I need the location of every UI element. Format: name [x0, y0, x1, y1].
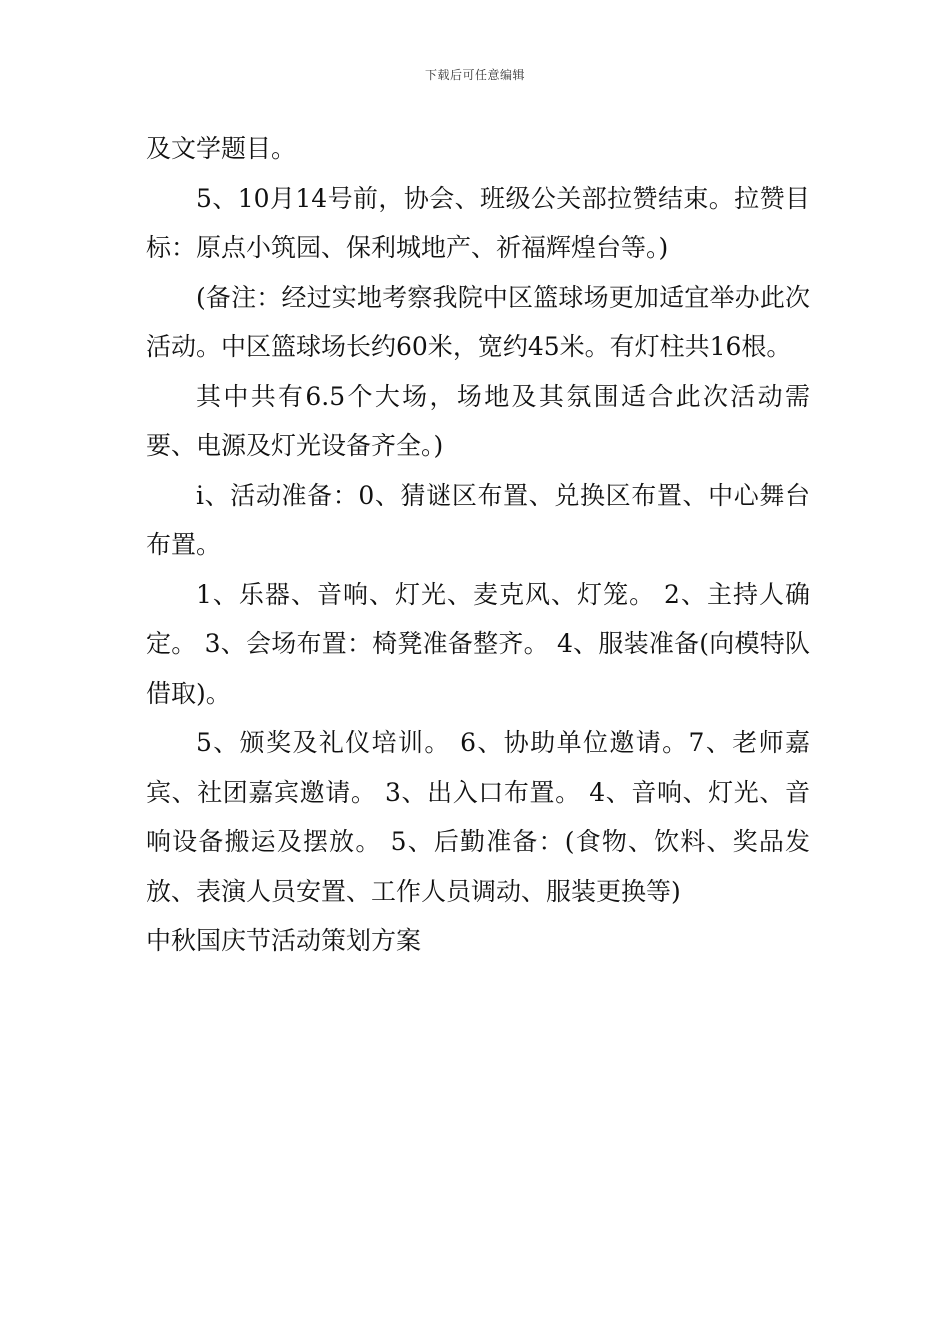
paragraph-equipment: 1、乐器、音响、灯光、麦克风、灯笼。 2、主持人确定。 3、会场布置：椅凳准备整齐。 4、服装准备(向模特队借取)。	[146, 579, 810, 708]
paragraph-venue-detail: 其中共有6.5个大场，场地及其氛围适合此次活动需要、电源及灯光设备齐全。)	[146, 381, 810, 460]
paragraph-title-next: 中秋国庆节活动策划方案	[146, 926, 422, 955]
paragraph-continuation: 及文学题目。	[146, 134, 297, 163]
document-body	[146, 124, 810, 966]
paragraph-preparation: i、活动准备：0、猜谜区布置、兑换区布置、中心舞台布置。	[146, 480, 810, 559]
page-header: 下载后可任意编辑	[424, 68, 525, 82]
paragraph-venue-note: (备注：经过实地考察我院中区篮球场更加适宜举办此次活动。中区篮球场长约60米，宽约45米。有灯柱共16根。	[146, 282, 810, 361]
paragraph-sponsorship: 5、10月14号前，协会、班级公关部拉赞结束。拉赞目标：原点小筑园、保利城地产、祈福辉煌台等。)	[146, 183, 810, 262]
paragraph-logistics: 5、颁奖及礼仪培训。 6、协助单位邀请。7、老师嘉宾、社团嘉宾邀请。 3、出入口布置。 4、音响、灯光、音响设备搬运及摆放。 5、后勤准备：(食物、饮料、奖品发放、表演人员安置、工作人员调动、服装更换等)	[146, 728, 810, 906]
